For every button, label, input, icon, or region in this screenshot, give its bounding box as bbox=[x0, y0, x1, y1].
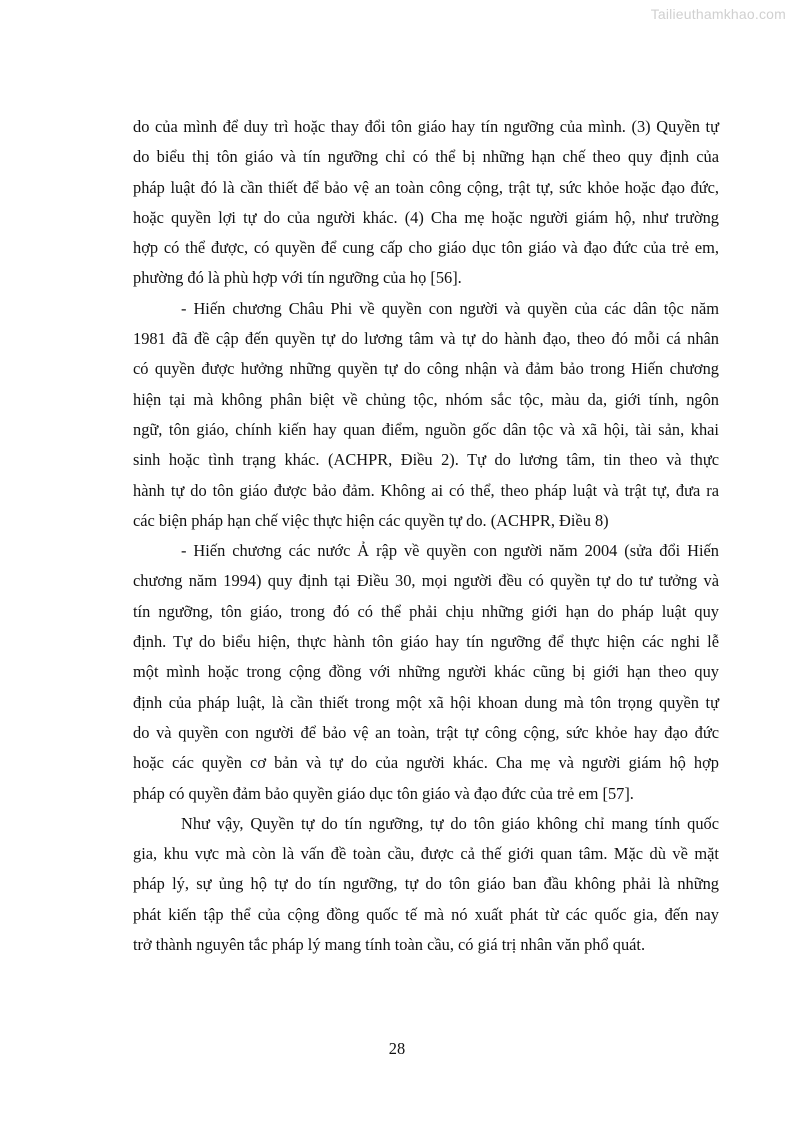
text-line: các biện pháp hạn chế việc thực hiện các quyền tự do. (ACHPR, Điều 8) bbox=[133, 510, 609, 530]
text-line: pháp có quyền đảm bảo quyền giáo dục tôn giáo và đạo đức của trẻ em [57]. bbox=[133, 783, 634, 803]
text-line: định. Tự do biểu hiện, thực hành tôn giáo hay tín ngưỡng để thực hiện các nghi lễ bbox=[133, 632, 719, 652]
text-line: hành tự do tôn giáo được bảo đảm. Không ai có thể, theo pháp luật và trật tự, đưa ra bbox=[133, 480, 719, 500]
paragraph bbox=[133, 294, 719, 536]
text-line: - Hiến chương các nước Ả rập về quyền con người năm 2004 (sửa đổi Hiến bbox=[181, 541, 719, 561]
text-line: một mình hoặc trong cộng đồng với những người khác cũng bị giới hạn theo quy bbox=[133, 662, 719, 682]
watermark: Tailieuthamkhao.com bbox=[650, 6, 786, 22]
text-line: trở thành nguyên tắc pháp lý mang tính toàn cầu, có giá trị nhân văn phổ quát. bbox=[133, 935, 646, 955]
text-line: hiện tại mà không phân biệt về chủng tộc, nhóm sắc tộc, màu da, giới tính, ngôn bbox=[133, 389, 719, 409]
text-line: hợp có thể được, có quyền để cung cấp cho giáo dục tôn giáo và đạo đức của trẻ em, bbox=[133, 238, 719, 258]
text-line: phát kiến tập thể của cộng đồng quốc tế mà nó xuất phát từ các quốc gia, đến nay bbox=[133, 904, 719, 924]
document-body bbox=[133, 112, 719, 960]
text-line: ngữ, tôn giáo, chính kiến hay quan điểm, nguồn gốc dân tộc và xã hội, tài sản, khai bbox=[133, 419, 719, 439]
paragraph bbox=[133, 536, 719, 809]
text-line: định của pháp luật, là cần thiết trong một xã hội khoan dung mà tôn trọng quyền tự bbox=[133, 692, 719, 712]
text-line: do của mình để duy trì hoặc thay đổi tôn giáo hay tín ngưỡng của mình. (3) Quyền tự bbox=[133, 117, 719, 136]
text-line: Như vậy, Quyền tự do tín ngưỡng, tự do tôn giáo không chỉ mang tính quốc bbox=[181, 813, 719, 833]
page-number: 28 bbox=[388, 1039, 406, 1058]
text-line: do biểu thị tôn giáo và tín ngưỡng chỉ có thể bị những hạn chế theo quy định của bbox=[133, 147, 719, 167]
text-line: sinh hoặc tình trạng khác. (ACHPR, Điều 2). Tự do lương tâm, tin theo và thực bbox=[133, 450, 719, 470]
paragraph bbox=[133, 809, 719, 960]
text-line: hoặc quyền lợi tự do của người khác. (4) Cha mẹ hoặc người giám hộ, như trường bbox=[133, 207, 719, 227]
text-line: pháp lý, sự ủng hộ tự do tín ngưỡng, tự do tôn giáo ban đầu không phải là những bbox=[133, 874, 719, 894]
text-line: hoặc các quyền cơ bản và tự do của người khác. Cha mẹ và người giám hộ hợp bbox=[133, 753, 719, 773]
text-line: tín ngưỡng, tôn giáo, trong đó có thể phải chịu những giới hạn do pháp luật quy bbox=[133, 601, 719, 621]
text-line: phường đó là phù hợp với tín ngưỡng của họ [56]. bbox=[133, 268, 462, 288]
paragraph bbox=[133, 112, 719, 294]
text-line: pháp luật đó là cần thiết để bảo vệ an toàn công cộng, trật tự, sức khỏe hoặc đạo đức, bbox=[133, 177, 719, 197]
text-line: chương năm 1994) quy định tại Điều 30, mọi người đều có quyền tự do tư tưởng và bbox=[133, 571, 719, 591]
text-line: do và quyền con người để bảo vệ an toàn, trật tự công cộng, sức khỏe hay đạo đức bbox=[133, 722, 719, 742]
text-line: gia, khu vực mà còn là vấn đề toàn cầu, được cả thế giới quan tâm. Mặc dù về mặt bbox=[133, 844, 719, 864]
text-line: - Hiến chương Châu Phi về quyền con người và quyền của các dân tộc năm bbox=[181, 298, 719, 318]
text-line: có quyền được hưởng những quyền tự do công nhận và đảm bảo trong Hiến chương bbox=[133, 359, 719, 379]
text-line: 1981 đã đề cập đến quyền tự do lương tâm và tự do hành đạo, theo đó mỗi cá nhân bbox=[133, 329, 719, 349]
